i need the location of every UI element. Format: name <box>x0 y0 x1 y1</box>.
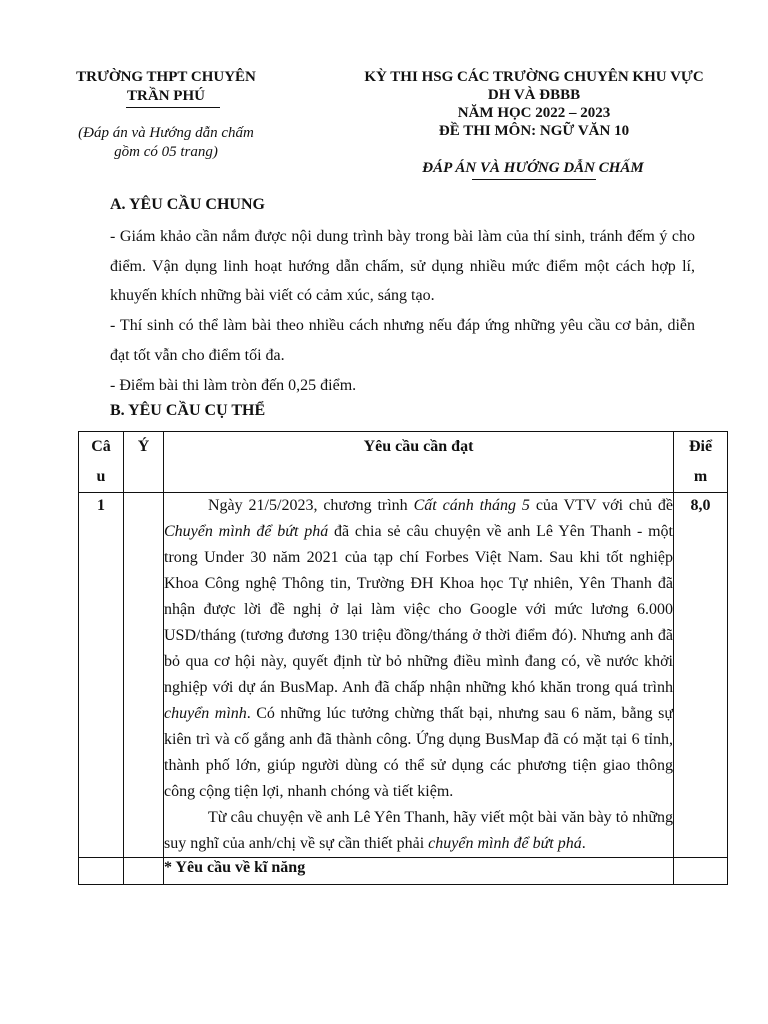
program-theme: Chuyển mình để bứt phá <box>164 523 329 540</box>
empty-cell <box>674 858 728 885</box>
skill-requirements-heading: * Yêu cầu về kĩ năng <box>164 858 674 885</box>
sub-item-cell <box>124 493 164 858</box>
answer-title-underline <box>472 179 596 180</box>
prompt-paragraph-1 <box>164 493 673 805</box>
school-name <box>55 68 277 106</box>
general-requirements <box>110 222 695 400</box>
table-header-row <box>79 432 728 493</box>
page-count-note <box>60 124 272 162</box>
prompt-text: đã chia sẻ câu chuyện về anh Lê Yên Thanh - một trong Under 30 năm 2021 của tạp chí Forbes Việt Nam. Sau khi tốt nghiệp Khoa Công nghệ Thông tin, Trường ĐH Khoa học Tự nhiên, Yên Thanh đã nhận được lời đề nghị ở lại làm việc cho Google với mức lương 6.000 USD/tháng (tương đương 130 triệu đồng/tháng ở thời điểm đó). Nhưng anh đã bỏ qua cơ hội này, quyết định từ bỏ những điều mình đang có, về nước khởi nghiệp với dự án BusMap. Anh đã chấp nhận những khó khăn trong quá trình <box>164 523 673 696</box>
table-row <box>79 858 728 885</box>
emphasis-term: chuyển mình để bứt phá <box>428 835 582 852</box>
question-number: 1 <box>79 493 124 858</box>
column-header-score <box>674 432 728 493</box>
general-requirement-3: - Điểm bài thi làm tròn đến 0,25 điểm. <box>110 376 357 394</box>
column-header-cau-line1: Câ <box>91 438 111 455</box>
prompt-text: của VTV với chủ đề <box>529 497 673 514</box>
prompt-paragraph-2 <box>164 805 673 857</box>
column-header-score-line1: Điể <box>688 438 713 455</box>
column-header-requirement: Yêu cầu cần đạt <box>164 432 674 493</box>
empty-cell <box>124 858 164 885</box>
question-prompt <box>164 493 674 858</box>
program-name: Cất cánh tháng 5 <box>413 497 530 514</box>
column-header-cau <box>79 432 124 493</box>
prompt-text: . <box>581 835 586 852</box>
prompt-text: . Có những lúc tưởng chừng thất bại, nhưng sau 6 năm, bằng sự kiên trì và cố gắng anh đã thành công. Ứng dụng BusMap đã có mặt tại 6 tỉnh, thành phố lớn, giúp người dùng có thể sử dụng các phương tiện giao thông công cộng tiện lợi, nhanh chóng và tiết kiệm. <box>164 705 673 800</box>
column-header-y: Ý <box>124 432 164 493</box>
column-header-cau-line2: u <box>96 468 106 485</box>
general-requirement-2: - Thí sinh có thể làm bài theo nhiều cách nhưng nếu đáp ứng những yêu cầu cơ bản, diễn đạt tốt vẫn cho điểm tối đa. <box>110 317 695 364</box>
page-count-note-line1: (Đáp án và Hướng dẫn chấm <box>78 125 254 141</box>
scoring-table <box>78 431 728 885</box>
prompt-text: Từ câu chuyện về anh Lê Yên Thanh, hãy viết một bài văn bày tỏ những suy nghĩ của anh/chị về sự cần thiết phải <box>164 809 673 852</box>
exam-title-line1: KỲ THI HSG CÁC TRƯỜNG CHUYÊN KHU VỰC <box>364 69 704 85</box>
section-a-heading: A. YÊU CẦU CHUNG <box>110 196 265 213</box>
emphasis-term: chuyển mình <box>164 705 247 722</box>
empty-cell <box>79 858 124 885</box>
prompt-text: Ngày 21/5/2023, chương trình <box>208 497 414 514</box>
school-name-line2: TRẦN PHÚ <box>127 88 205 104</box>
page-count-note-line2: gồm có 05 trang) <box>114 144 218 160</box>
answer-key-title: ĐÁP ÁN VÀ HƯỚNG DẪN CHẤM <box>422 160 644 176</box>
exam-subject: ĐỀ THI MÔN: NGỮ VĂN 10 <box>438 123 630 139</box>
school-underline <box>126 107 220 108</box>
exam-header <box>330 68 738 140</box>
section-b-heading: B. YÊU CẦU CỤ THỂ <box>110 402 266 419</box>
school-name-line1: TRƯỜNG THPT CHUYÊN <box>76 69 256 85</box>
table-row <box>79 493 728 858</box>
general-requirement-1: - Giám khảo cần nắm được nội dung trình bày trong bài làm của thí sinh, tránh đếm ý cho điểm. Vận dụng linh hoạt hướng dẫn chấm, sử dụng nhiều mức điểm một cách hợp lí, khuyến khích những bài viết có cảm xúc, sáng tạo. <box>110 228 695 305</box>
question-score: 8,0 <box>674 493 728 858</box>
column-header-score-line2: m <box>693 468 708 485</box>
exam-title-line2: DH VÀ ĐBBB <box>487 87 581 103</box>
school-year: NĂM HỌC 2022 – 2023 <box>457 105 611 121</box>
